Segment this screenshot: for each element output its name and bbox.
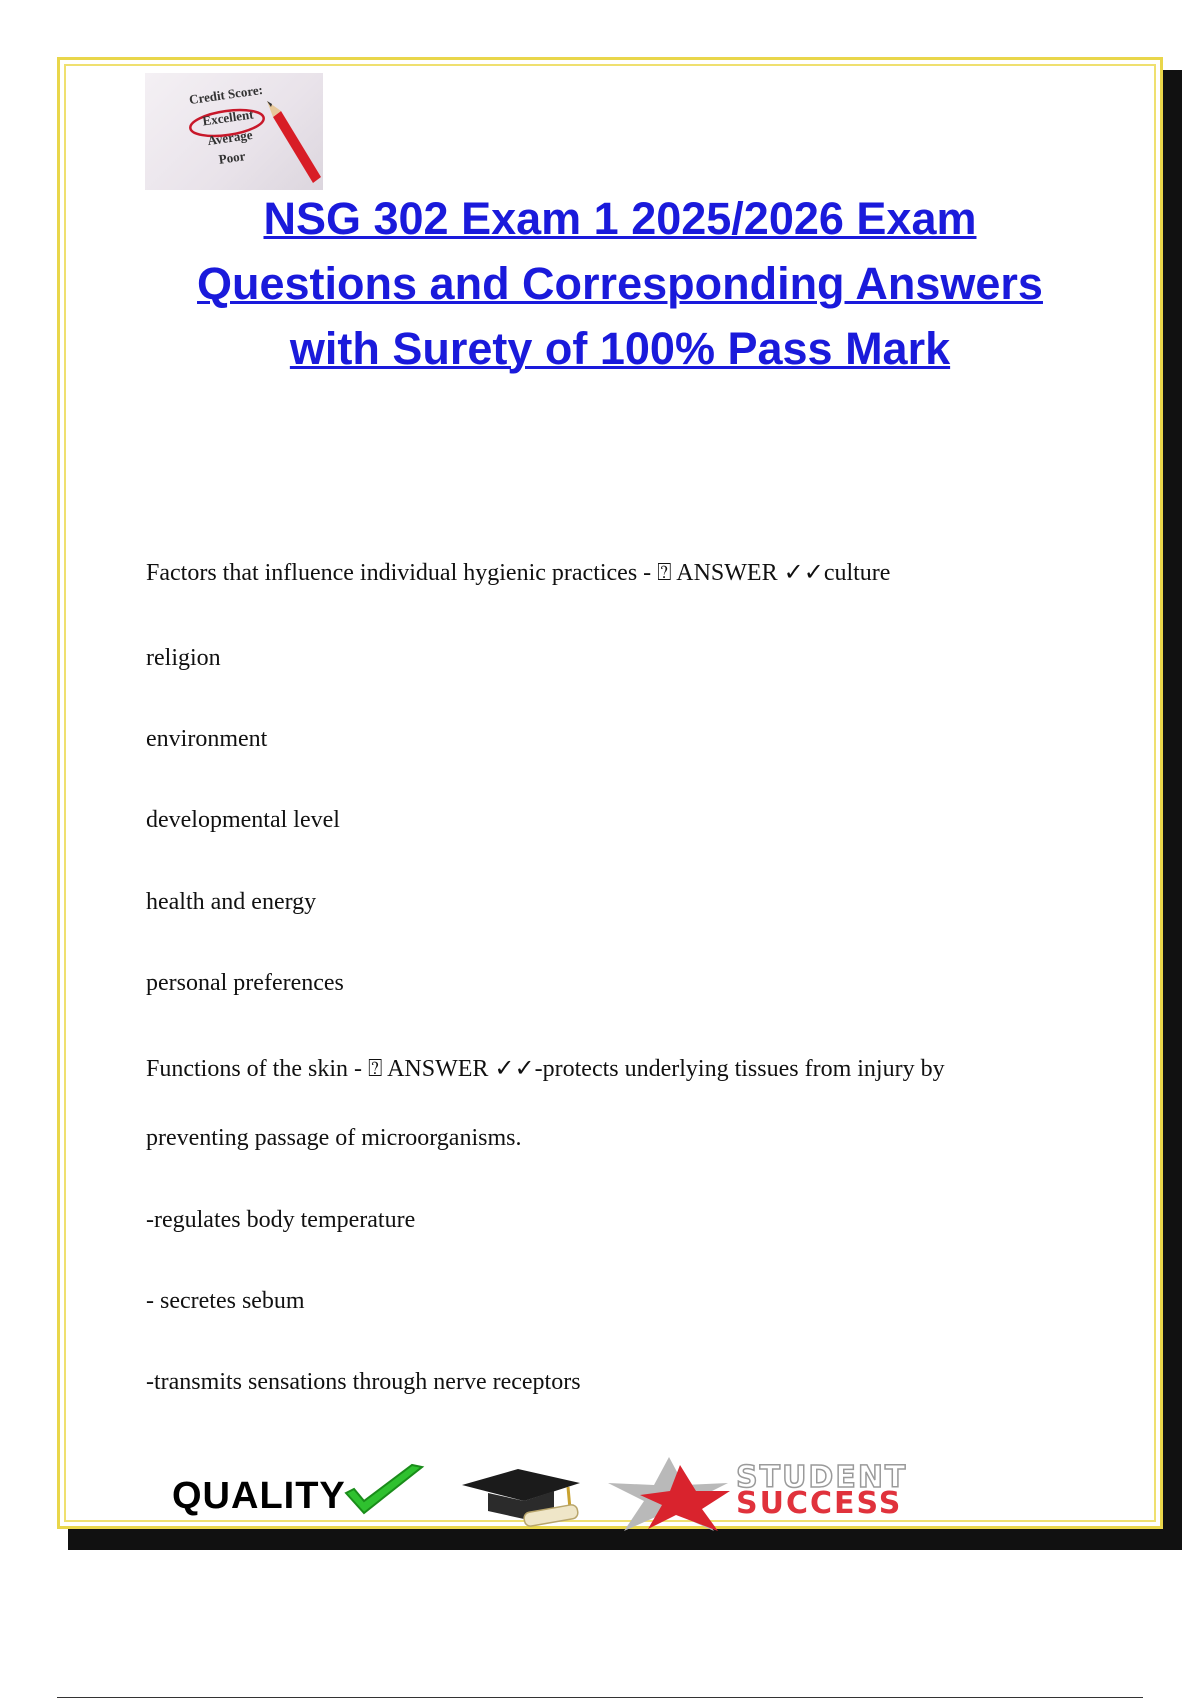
star-logo-icon bbox=[604, 1455, 734, 1533]
question-1-prompt: Factors that influence individual hygienic practices - bbox=[146, 560, 658, 586]
quality-logo: QUALITY bbox=[172, 1475, 346, 1517]
answer-text: -protects underlying tissues from injury by bbox=[534, 1056, 945, 1082]
answer-continuation: preventing passage of microorganisms. bbox=[146, 1125, 522, 1151]
checkmark-icon bbox=[338, 1461, 428, 1521]
title-line-2: Questions and Corresponding Answers bbox=[197, 258, 1043, 309]
footer-divider bbox=[57, 1697, 1143, 1698]
list-item: health and energy bbox=[146, 889, 317, 915]
question-2-prompt: Functions of the skin - bbox=[146, 1056, 368, 1082]
credit-option-average: Average bbox=[206, 126, 254, 149]
success-logo-text: SUCCESS bbox=[736, 1486, 903, 1521]
title-line-3: with Surety of 100% Pass Mark bbox=[289, 323, 951, 374]
document-title bbox=[130, 186, 1110, 381]
credit-option-poor: Poor bbox=[217, 148, 247, 167]
answer-marker: ⍰ ANSWER bbox=[657, 560, 784, 586]
list-item: -regulates body temperature bbox=[146, 1207, 416, 1233]
question-2 bbox=[146, 1054, 945, 1083]
list-item: developmental level bbox=[146, 807, 340, 833]
double-check-icon: ✓✓ bbox=[494, 1054, 535, 1082]
graduation-cap-icon bbox=[458, 1459, 588, 1529]
double-check-icon: ✓✓ bbox=[783, 558, 824, 586]
title-line-1: NSG 302 Exam 1 2025/2026 Exam bbox=[263, 193, 977, 244]
answer-marker: ⍰ ANSWER bbox=[368, 1056, 495, 1082]
credit-score-logo bbox=[145, 73, 323, 190]
list-item: - secretes sebum bbox=[146, 1288, 305, 1314]
credit-score-title: Credit Score: bbox=[188, 81, 264, 108]
list-item: -transmits sensations through nerve receptors bbox=[146, 1369, 581, 1395]
list-item: religion bbox=[146, 645, 221, 671]
list-item: personal preferences bbox=[146, 970, 344, 996]
answer-text: culture bbox=[823, 560, 891, 586]
list-item: environment bbox=[146, 726, 268, 752]
student-logo-text: STUDENT bbox=[736, 1460, 908, 1495]
footer-banner bbox=[168, 1455, 1048, 1535]
credit-option-excellent: Excellent bbox=[201, 106, 255, 129]
question-1 bbox=[146, 558, 890, 587]
